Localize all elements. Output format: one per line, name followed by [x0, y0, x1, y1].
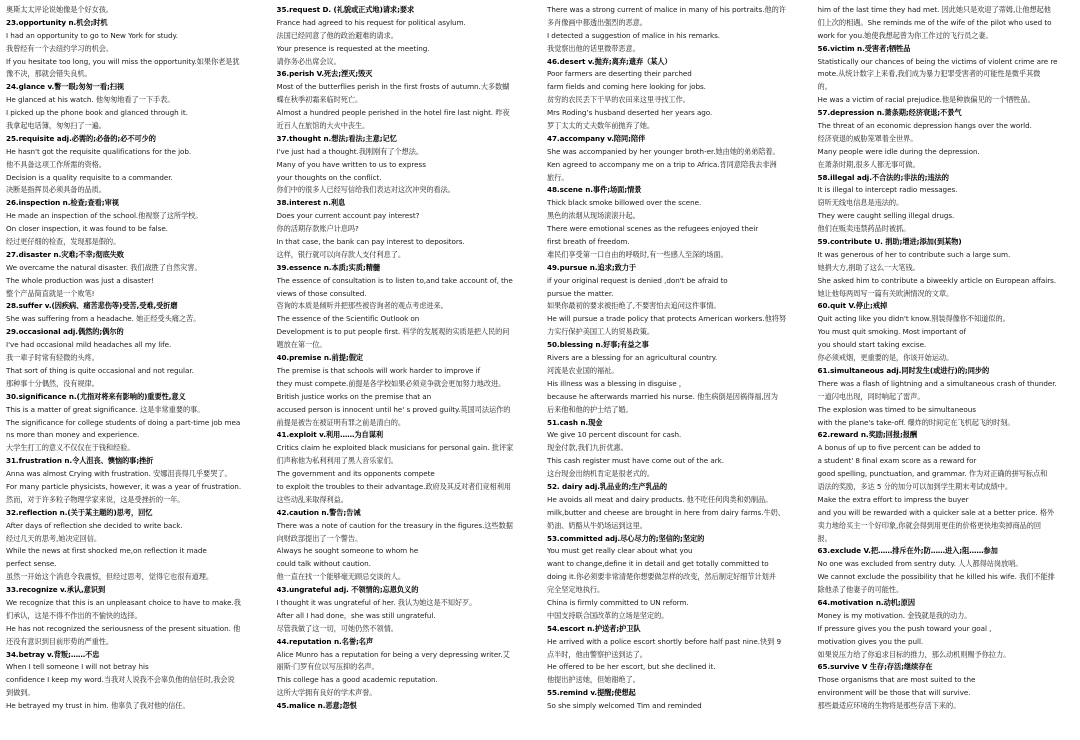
text-line: perfect sense.	[6, 559, 57, 569]
text-line: 大学生打工的意义不仅仅在于钱和经验。	[6, 443, 135, 453]
text-line: 请你务必出席会议。	[276, 56, 341, 66]
vocab-headword-line: 64.motivation n.动机;原因	[817, 597, 915, 607]
vocab-headword-line: 28.suffer v.(因疾病、痛苦悲伤等)受苦,受难,受折磨	[6, 301, 178, 311]
text-line: If you hesitate too long, you will miss the opportunity.如果你老是犹	[6, 56, 240, 66]
text-line: 我拿起电话簿，匆匆扫了一遍。	[6, 121, 106, 131]
vocab-headword-line: 45.malice n.恶意;怨恨	[276, 701, 357, 711]
text-line: He made an inspection of the school.他视察了这所学校。	[6, 211, 203, 221]
text-column-2	[277, 4, 538, 740]
vocab-headword-line: 50.blessing n.好事;有益之事	[547, 340, 649, 350]
text-line: 奥斯太太评论说她像是个好女孩。	[6, 5, 114, 14]
text-line: ns more than money and experience.	[6, 430, 140, 440]
vocab-headword-line: 57.depression n.萧条期;经济衰退;不景气	[817, 108, 962, 118]
text-line: 奶油、奶酪从牛奶场运到这里。	[547, 520, 647, 530]
vocab-headword-line: 26.inspection n.检查;查看;审视	[6, 198, 119, 208]
text-line: After all I had done，she was still ungrateful.	[276, 610, 436, 620]
text-line: 他提出护送她，但她谢绝了。	[547, 675, 640, 685]
text-line: 他一直在找一个能够毫无顾忌交谈的人。	[276, 572, 405, 582]
text-line: The whole production was just a disaster!	[6, 275, 154, 285]
text-line: A bonus of up to five percent can be added to	[817, 443, 981, 453]
vocab-headword-line: 47.accompany v.陪同;陪伴	[547, 133, 646, 143]
text-line: No one was excluded from sentry duty. 人人都得站岗放哨。	[817, 559, 1023, 569]
vocab-headword-line: 39.essence n.本质;实质;精髓	[276, 262, 380, 272]
text-line: They were caught selling illegal drugs.	[817, 211, 955, 221]
text-line: with the plane's take-off. 爆炸的时间定在飞机起飞的时刻。	[817, 417, 1015, 427]
text-line: Many people were idle during the depression.	[817, 146, 980, 156]
text-line: 经过更仔细的检查，发现那是假的。	[6, 237, 121, 247]
vocab-headword-line: 23.opportunity n.机会;时机	[6, 17, 108, 27]
text-line: 经济衰退的威胁笼罩着全世界。	[817, 133, 918, 143]
text-line: first breath of freedom.	[547, 237, 630, 247]
text-line: His illness was a blessing in disguise ，	[547, 378, 686, 388]
text-line: Your presence is requested at the meeting.	[276, 43, 430, 53]
text-line: 难民们享受第一口自由的呼吸时,有一些感人至深的场面。	[547, 249, 728, 259]
text-line: 的。	[817, 82, 832, 92]
text-line: Most of the butterflies perish in the first frosts of autumn.大多数蝴	[276, 82, 510, 92]
text-line: if your original request is denied ,don't be afraid to	[547, 275, 728, 285]
text-line: 黑色的浓烟从现场滚滚升起。	[547, 211, 640, 221]
text-line: good spelling, punctuation, and grammar. 作为对正确的拼写标点和	[817, 469, 1048, 479]
text-line: and you will be rewarded with a quicker sale at a better price. 格外	[817, 507, 1055, 517]
text-line: He arrived with a police escort shortly before half past nine.快到 9	[547, 636, 781, 646]
text-line: 多肖像画中都透出强烈的恶意。	[547, 17, 647, 27]
text-line: 到做到。	[6, 688, 35, 698]
text-line: 法国已经同意了他的政治避难的请求。	[276, 30, 398, 40]
text-line: 那些最适应环境的生物将是那些存活下来的。	[817, 701, 961, 711]
text-line: they must compete.前提是各学校如果必须竞争就会更加努力地改进。	[276, 378, 506, 388]
text-line: Rivers are a blessing for an agricultural country.	[547, 353, 718, 363]
text-line: Does your current account pay interest?	[276, 211, 420, 221]
text-line: He avoids all meat and dairy products. 他不吃任何肉类和奶制品。	[547, 494, 773, 504]
text-line: 他不具备这项工作所需的资格。	[6, 159, 106, 169]
text-column-3	[547, 4, 808, 740]
text-line: 这些动乱来取得利益。	[276, 494, 348, 504]
text-line: There was a note of caution for the treasury in the figures.这些数据	[276, 520, 513, 530]
text-line: There was a strong current of malice in many of his portraits.他的许	[547, 5, 786, 14]
text-line: He glanced at his watch. 他匆匆地看了一下手表。	[6, 95, 175, 105]
text-line: 咨询的本质是倾听并把那些被咨询者的观点考虑进来。	[276, 301, 448, 311]
text-line: If pressure gives you the push toward your goal ,	[817, 623, 992, 633]
text-line: He has not recognized the seriousness of the present situation. 他	[6, 623, 241, 633]
text-line: 整个产品简直就是一个败笔!	[6, 288, 95, 298]
text-line: We recognize that this is an unpleasant choice to have to make.我	[6, 597, 241, 607]
text-line: China is firmly committed to UN reform.	[547, 597, 689, 607]
text-line: She asked him to contribute a biweekly article on European affairs.	[817, 275, 1057, 285]
text-line: doing it.你必须要非常清楚你想要做怎样的改变，然后制定好细节计划并	[547, 572, 776, 582]
text-line: We overcame the natural disaster. 我们战胜了自然灾害。	[6, 262, 202, 272]
vocab-headword-line: 53.committed adj.尽心尽力的;坚信的;坚定的	[547, 533, 705, 543]
text-line: 这所大学拥有良好的学术声誉。	[276, 688, 377, 698]
vocab-headword-line: 62.reward n.奖励;回报;报酬	[817, 430, 918, 440]
text-line: 我一辈子时常有轻微的头疼。	[6, 353, 99, 363]
text-line: After days of reflection she decided to write back.	[6, 520, 183, 530]
text-line: We cannot exclude the possibility that he killed his wife. 我们不能排	[817, 572, 1055, 582]
vocab-headword-line: 25.requisite adj.必需的;必备的;必不可少的	[6, 133, 156, 143]
text-line: you should start taking excise.	[817, 340, 927, 350]
text-line: He offered to be her escort, but she declined it.	[547, 662, 716, 672]
text-line: 完全坚定地执行。	[547, 585, 605, 595]
text-line: 们承认，这是不得不作出的不愉快的选择。	[6, 610, 142, 620]
vocab-headword-line: 40.premise n.前提;假定	[276, 353, 363, 363]
text-line: This college has a good academic reputation.	[276, 675, 438, 685]
text-line: want to change,define it in detail and get totally committed to	[547, 559, 769, 569]
text-line: to exploit the troubles to their advantage.政府及其反对者们竞相利用	[276, 481, 511, 491]
text-line: farm fields and coming here looking for jobs.	[547, 82, 706, 92]
text-line: You must get really clear about what you	[547, 546, 693, 556]
text-line: In that case, the bank can pay interest to depositors.	[276, 237, 465, 247]
text-line: 除他杀了他妻子的可能性。	[817, 585, 904, 595]
vocab-headword-line: 41.exploit v.利用……为自谋利	[276, 430, 383, 440]
text-line: mote.从统计数字上来看,我们成为暴力犯罪受害者的可能性是微乎其微	[817, 69, 1041, 79]
text-line: Quit acting like you didn't know.别装得像你不知道似的。	[817, 314, 1010, 324]
text-line: 近百人在旅馆的大火中丧生。	[276, 121, 370, 131]
vocab-headword-line: 58.illegal adj.不合法的;非法的;违法的	[817, 172, 949, 182]
vocab-headword-line: 44.reputation n.名誉;名声	[276, 636, 374, 646]
vocab-headword-line: 59.contribute U. 捐助;增进;添加(到某物)	[817, 237, 962, 247]
text-line: 那种事十分偶然，没有规律。	[6, 378, 99, 388]
text-line: 丽斯·门罗有位以写压抑的名声。	[276, 662, 379, 672]
vocab-headword-line: 35.request D. (礼貌或正式地)请求;要求	[276, 5, 415, 14]
text-line: views of those consulted.	[276, 288, 367, 298]
text-line: 贫穷的农民丢下干旱的农田来这里寻找工作。	[547, 95, 690, 105]
text-line: 你的活期存款账户计息吗?	[276, 224, 359, 234]
vocab-headword-line: 29.occasional adj.偶然的;偶尔的	[6, 327, 124, 337]
text-line: Thick black smoke billowed over the scene.	[547, 198, 702, 208]
text-line: The premise is that schools will work harder to improve if	[276, 365, 481, 375]
vocab-headword-line: 32.reflection n.(关于某主题的)思考，回忆	[6, 507, 153, 517]
text-line: For many particle physicists, however, it was a year of frustration.	[6, 481, 242, 491]
vocab-headword-line: 55.remind v.提醒;使想起	[547, 688, 636, 698]
text-line: work for you.她使我想起曾为你工作过的飞行员之妻。	[817, 30, 993, 40]
text-line: Anna was almost Crying with frustration. 安娜沮丧得几乎要哭了。	[6, 469, 232, 479]
text-line: 罗丁太太的丈夫数年前抛弃了她。	[547, 121, 655, 131]
text-line: There were emotional scenes as the refugees enjoyed their	[547, 224, 759, 234]
text-line: 旅行。	[547, 172, 569, 182]
text-line: We give 10 percent discount for cash.	[547, 430, 682, 440]
text-line: 报。	[817, 533, 832, 543]
text-line: She was accompanied by her younger broth-er.她由她的弟弟陪着。	[547, 146, 780, 156]
text-line: 你必须戒烟，更重要的是，你该开始运动。	[817, 353, 954, 363]
vocab-headword-line: 36.perish V.死去;湮灭;毁灭	[276, 69, 373, 79]
vocab-headword-line: 27.disaster n.灾难;不幸;彻底失败	[6, 249, 125, 259]
text-line: It is illegal to intercept radio messages.	[817, 185, 958, 195]
text-line: Those organisms that are most suited to the	[817, 675, 976, 685]
text-line: 蝶在秋季初霜来临时死亡。	[276, 95, 363, 105]
text-line: The essence of consultation is to listen to,and take account of, the	[276, 275, 513, 285]
text-line: He hasn't got the requisite qualifications for the job.	[6, 146, 192, 156]
text-line: 中国支持联合国改革的立场是坚定的。	[547, 610, 669, 620]
text-line: 们声称他为私利利用了黑人音乐家们。	[276, 456, 398, 466]
text-line: 如果你最初的要求被拒绝了,不要害怕去追问这件事情。	[547, 301, 721, 311]
vocab-headword-line: 43.ungrateful adj. 不领情的;忘恩负义的	[276, 585, 419, 595]
text-line: While the news at first shocked me,on reflection it made	[6, 546, 207, 556]
text-line: 我曾经有一个去纽约学习的机会。	[6, 43, 114, 53]
text-line: 题放在第一位。	[276, 340, 327, 350]
vocab-headword-line: 24.glance v.瞥一眼;匆匆一看;扫视	[6, 82, 125, 92]
vocab-headword-line: 54.escort n.护送者;护卫队	[547, 623, 641, 633]
text-line: 这台现金出纳机肯定是很老式的。	[547, 469, 655, 479]
text-line: 你们中的很多人已经写信给我们表达对这次冲突的看法。	[276, 185, 455, 195]
vocab-headword-line: 51.cash n.现金	[547, 417, 603, 427]
text-line: Ken agreed to accompany me on a trip to Africa.肯同意陪我去非洲	[547, 159, 777, 169]
text-line: So she simply welcomed Tim and reminded	[547, 701, 702, 711]
text-line: The explosion was timed to be simultaneous	[817, 404, 976, 414]
text-line: confidence I keep my word.当我对人说我不会辜负他的信任时,我会说	[6, 675, 235, 685]
text-line: When I tell someone I will not betray his	[6, 662, 149, 672]
text-line: 我觉察出他的话里微带恶意。	[547, 43, 640, 53]
text-line: your thoughts on the conflict.	[276, 172, 382, 182]
text-line: Decision is a quality requisite to a commander.	[6, 172, 173, 182]
text-line: 豫不决，那就会错失良机。	[6, 69, 92, 79]
text-line: a student' 8 final exam score as a reward for	[817, 456, 977, 466]
text-column-1	[6, 4, 267, 740]
text-line: because he afterwards married his nurse. 他生病倒是因祸得福,因为	[547, 391, 778, 401]
text-line: I thought it was ungrateful of her. 我认为她这是不知好歹。	[276, 597, 477, 607]
text-line: 在萧条时期,很多人都无事可做。	[817, 159, 920, 169]
text-line: Mrs Roding’s husband deserted her years ago.	[547, 108, 713, 118]
text-line: Always he sought someone to whom he	[276, 546, 419, 556]
text-line: 河流是农业国的福祉。	[547, 365, 619, 375]
text-line: 一道闪电出现，同时响起了雷声。	[817, 391, 925, 401]
vocab-headword-line: 30.significance n.(尤指对将来有影响的)重要性,意义	[6, 391, 186, 401]
text-line: On closer inspection, it was found to be false.	[6, 224, 168, 234]
text-line: 现金付款,我们九折优惠。	[547, 443, 628, 453]
text-line: I picked up the phone book and glanced through it.	[6, 108, 188, 118]
vocab-headword-line: 60.quit V.停止;戒掉	[817, 301, 888, 311]
text-line: 这样，银行就可以向存款人支付利息了。	[276, 249, 405, 259]
text-line: I detected a suggestion of malice in his remarks.	[547, 30, 721, 40]
text-line: 虽然一开始这个消息令我震惊，但经过思考，觉得它也很有道理。	[6, 572, 213, 582]
text-line: France had agreed to his request for political asylum.	[276, 17, 466, 27]
text-line: British justice works on the premise that an	[276, 391, 432, 401]
text-line: You must quit smoking. Most important of	[817, 327, 966, 337]
vocab-headword-line: 37.thought n.想法;看法;主意;记忆	[276, 133, 397, 143]
text-line: 还没有意识到目前形势的严重性。	[6, 636, 114, 646]
text-line: He betrayed my trust in him. 他辜负了我对他的信任。	[6, 701, 190, 711]
text-line: 然而，对于许多粒子物理学家来说，这是受挫折的一年。	[6, 494, 185, 504]
text-line: 力实行保护美国工人的贸易政策。	[547, 327, 655, 337]
text-line: Alice Munro has a reputation for being a very depressing writer.艾	[276, 649, 510, 659]
text-line: 向财政部提出了一个警告。	[276, 533, 363, 543]
text-line: It was generous of her to contribute such a large sum.	[817, 249, 1011, 259]
vocab-headword-line: 34.betray v.背叛;……不忠	[6, 649, 100, 659]
text-line: Development is to put people first. 科学的发展观的实质是把人民的问	[276, 327, 510, 337]
text-column-4	[818, 4, 1079, 740]
text-line: 尽管我做了这一切，可她仍然不领情。	[276, 623, 398, 633]
text-line: 如果说压力给了你追求目标的推力，那么动机则赐予你拉力。	[817, 649, 1011, 659]
text-line: Almost a hundred people perished in the hotel fire last night. 昨夜	[276, 108, 510, 118]
text-line: environment will be those that will survive.	[817, 688, 971, 698]
text-line: Many of you have written to us to express	[276, 159, 426, 169]
text-line: 卖力地给买主一个好印象,你就会得到用更佳的价格更快地卖掉商品的回	[817, 520, 1042, 530]
text-line: That sort of thing is quite occasional and not regular.	[6, 365, 194, 375]
text-line: milk,butter and cheese are brought in here from dairy farms.牛奶、	[547, 507, 785, 517]
vocab-headword-line: 65.survive V 生存;存活;继续存在	[817, 662, 933, 672]
text-line: 决断是指挥员必须具备的品质。	[6, 185, 106, 195]
text-line: Money is my motivation. 金钱就是我的动力。	[817, 610, 972, 620]
text-line: 前提是被告在被证明有罪之前是清白的。	[276, 417, 405, 427]
vocab-headword-line: 61.simultaneous adj.同时发生(或进行)的;同步的	[817, 365, 990, 375]
text-line: He will pursue a trade policy that protects American workers.他将努	[547, 314, 786, 324]
text-line: This is a matter of great significance. 这是非常重要的事。	[6, 404, 205, 414]
vocab-headword-line: 49.pursue n.追求;致力于	[547, 262, 637, 272]
text-line: This cash register must have come out of the ark.	[547, 456, 725, 466]
vocab-headword-line: 48.scene n.事件;场面;情景	[547, 185, 642, 195]
text-line: 们上次的相遇。She reminds me of the wife of the pilot who used to	[817, 17, 1052, 27]
text-line: Poor farmers are deserting their parched	[547, 69, 692, 79]
text-line: I've just had a thought.我刚刚有了个想法。	[276, 146, 424, 156]
vocab-headword-line: 52. dairy adj.乳品业的;生产乳品的	[547, 481, 667, 491]
text-line: accused person is innocent until he' s proved guilty.英国司法运作的	[276, 404, 511, 414]
text-line: She was suffering from a headache. 她正经受头痛之苦。	[6, 314, 201, 324]
text-line: 他们在贩卖违禁药品时被抓。	[817, 224, 911, 234]
text-line: 经过几天的思考,她决定回信。	[6, 533, 102, 543]
text-line: Make the extra effort to impress the buyer	[817, 494, 969, 504]
text-line: There was a flash of lightning and a simultaneous crash of thunder.	[817, 378, 1057, 388]
text-line: 后来他和他的护士结了婚。	[547, 404, 633, 414]
text-line: I've had occasional mild headaches all my life.	[6, 340, 172, 350]
text-line: 语法的奖励，多达 5 分的加分可以加到学生期末考试成绩中。	[817, 481, 1013, 491]
text-line: Statistically our chances of being the victims of violent crime are re	[817, 56, 1058, 66]
vocab-headword-line: 42.caution n.警告;告诫	[276, 507, 361, 517]
text-line: 窃听无线电信息是违法的。	[817, 198, 904, 208]
text-line: He was a victim of racial prejudice.他是种族偏见的一个牺牲品。	[817, 95, 1035, 105]
text-line: could talk without caution.	[276, 559, 371, 569]
text-line: The essence of the Scientific Outlook on	[276, 314, 420, 324]
text-line: Critics claim he exploited black musicians for personal gain. 批评家	[276, 443, 514, 453]
text-line: I had an opportunity to go to New York for study.	[6, 30, 178, 40]
vocab-headword-line: 31.frustration n.令人沮丧、懊恼的事;挫折	[6, 456, 154, 466]
text-line: The government and its opponents compete	[276, 469, 435, 479]
text-line: motivation gives you the pull.	[817, 636, 924, 646]
vocab-headword-line: 63.exclude V.把……排斥在外;防……进入;阻……参加	[817, 546, 998, 556]
vocab-headword-line: 38.interest n.利息	[276, 198, 346, 208]
text-line: him of the last time they had met. 因此她只是欢迎了蒂姆,让他想起他	[817, 5, 1051, 14]
text-line: 她捐大方,捐助了这么一大笔钱。	[817, 262, 920, 272]
text-line: pursue the matter.	[547, 288, 614, 298]
vocab-headword-line: 33.recognize v.承认,意识到	[6, 585, 106, 595]
vocab-headword-line: 46.desert v.抛弃;离弃;遗弃（某人）	[547, 56, 672, 66]
text-line: The threat of an economic depression hangs over the world.	[817, 121, 1032, 131]
text-line: 点半时，他由警察护送到达了。	[547, 649, 647, 659]
text-line: 她让他每两周写一篇有关欧洲情况的文章。	[817, 288, 954, 298]
vocab-headword-line: 56.victim n.受害者;牺牲品	[817, 43, 911, 53]
text-line: The significance for college students of doing a part-time job mea	[6, 417, 241, 427]
